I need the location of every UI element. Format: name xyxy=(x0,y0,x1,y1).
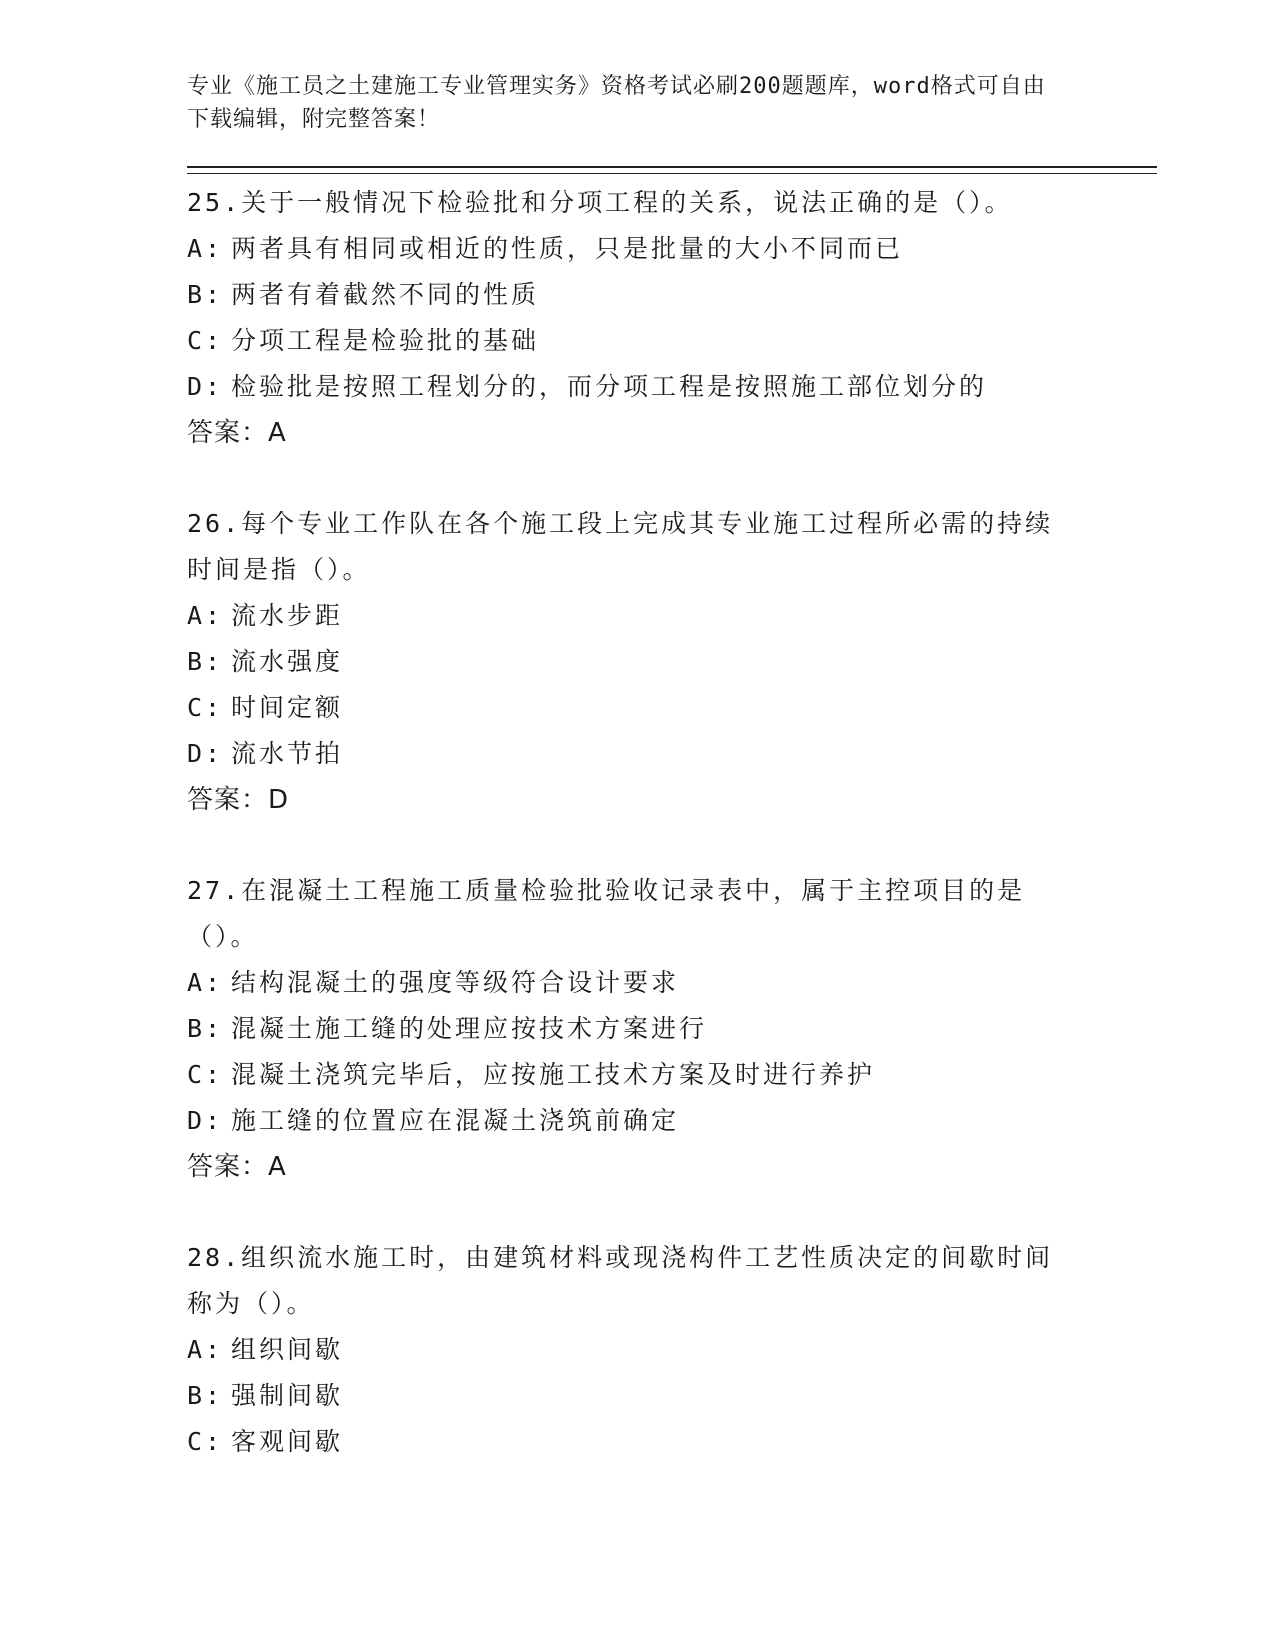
option-a xyxy=(187,1327,1157,1373)
question-27 xyxy=(187,868,1157,1190)
option-b xyxy=(187,639,1157,685)
option-a xyxy=(187,960,1157,1006)
option-text: 分项工程是检验批的基础 xyxy=(231,326,540,355)
answer-line: 答案：D xyxy=(187,785,290,815)
option-c xyxy=(187,1052,1157,1098)
option-c xyxy=(187,685,1157,731)
option-b xyxy=(187,272,1157,318)
document-header: 专业《施工员之土建施工专业管理实务》资格考试必刷200题题库，word格式可自由下载编辑，附完整答案！ xyxy=(187,74,1046,132)
option-text: 两者有着截然不同的性质 xyxy=(231,280,540,309)
option-text: 流水节拍 xyxy=(231,739,344,768)
option-text: 结构混凝土的强度等级符合设计要求 xyxy=(231,968,680,997)
option-b xyxy=(187,1373,1157,1419)
option-letter: A: xyxy=(187,601,224,630)
option-text: 施工缝的位置应在混凝土浇筑前确定 xyxy=(231,1106,680,1135)
answer-line: 答案：A xyxy=(187,418,287,448)
option-letter: A: xyxy=(187,968,224,997)
option-letter: B: xyxy=(187,1381,224,1410)
option-d xyxy=(187,731,1157,777)
option-letter: A: xyxy=(187,234,224,263)
option-a xyxy=(187,593,1157,639)
option-d xyxy=(187,1098,1157,1144)
option-c xyxy=(187,1419,1157,1465)
option-text: 客观间歇 xyxy=(231,1427,344,1456)
option-b xyxy=(187,1006,1157,1052)
question-stem: 28.组织流水施工时，由建筑材料或现浇构件工艺性质决定的间歇时间称为（）。 xyxy=(187,1243,1054,1318)
question-stem: 27.在混凝土工程施工质量检验批验收记录表中，属于主控项目的是（）。 xyxy=(187,876,1026,951)
option-letter: D: xyxy=(187,372,224,401)
header-divider xyxy=(187,166,1157,174)
option-a xyxy=(187,226,1157,272)
option-text: 组织间歇 xyxy=(231,1335,344,1364)
question-28 xyxy=(187,1235,1157,1465)
option-text: 检验批是按照工程划分的，而分项工程是按照施工部位划分的 xyxy=(231,372,988,401)
option-letter: B: xyxy=(187,1014,224,1043)
question-stem: 26.每个专业工作队在各个施工段上完成其专业施工过程所必需的持续时间是指（）。 xyxy=(187,509,1054,584)
option-text: 强制间歇 xyxy=(231,1381,344,1410)
option-letter: C: xyxy=(187,326,224,355)
question-25 xyxy=(187,180,1157,456)
option-text: 流水步距 xyxy=(231,601,344,630)
option-letter: B: xyxy=(187,647,224,676)
option-letter: C: xyxy=(187,1427,224,1456)
option-text: 流水强度 xyxy=(231,647,344,676)
option-letter: C: xyxy=(187,1060,224,1089)
option-text: 时间定额 xyxy=(231,693,344,722)
document-page xyxy=(187,70,1157,1465)
option-letter: B: xyxy=(187,280,224,309)
option-text: 两者具有相同或相近的性质，只是批量的大小不同而已 xyxy=(231,234,904,263)
question-stem: 25.关于一般情况下检验批和分项工程的关系，说法正确的是（）。 xyxy=(187,188,1013,217)
option-d xyxy=(187,364,1157,410)
option-letter: D: xyxy=(187,739,224,768)
option-text: 混凝土浇筑完毕后，应按施工技术方案及时进行养护 xyxy=(231,1060,876,1089)
option-c xyxy=(187,318,1157,364)
answer-line: 答案：A xyxy=(187,1152,287,1182)
option-letter: C: xyxy=(187,693,224,722)
option-letter: D: xyxy=(187,1106,224,1135)
option-letter: A: xyxy=(187,1335,224,1364)
question-26 xyxy=(187,501,1157,823)
option-text: 混凝土施工缝的处理应按技术方案进行 xyxy=(231,1014,708,1043)
